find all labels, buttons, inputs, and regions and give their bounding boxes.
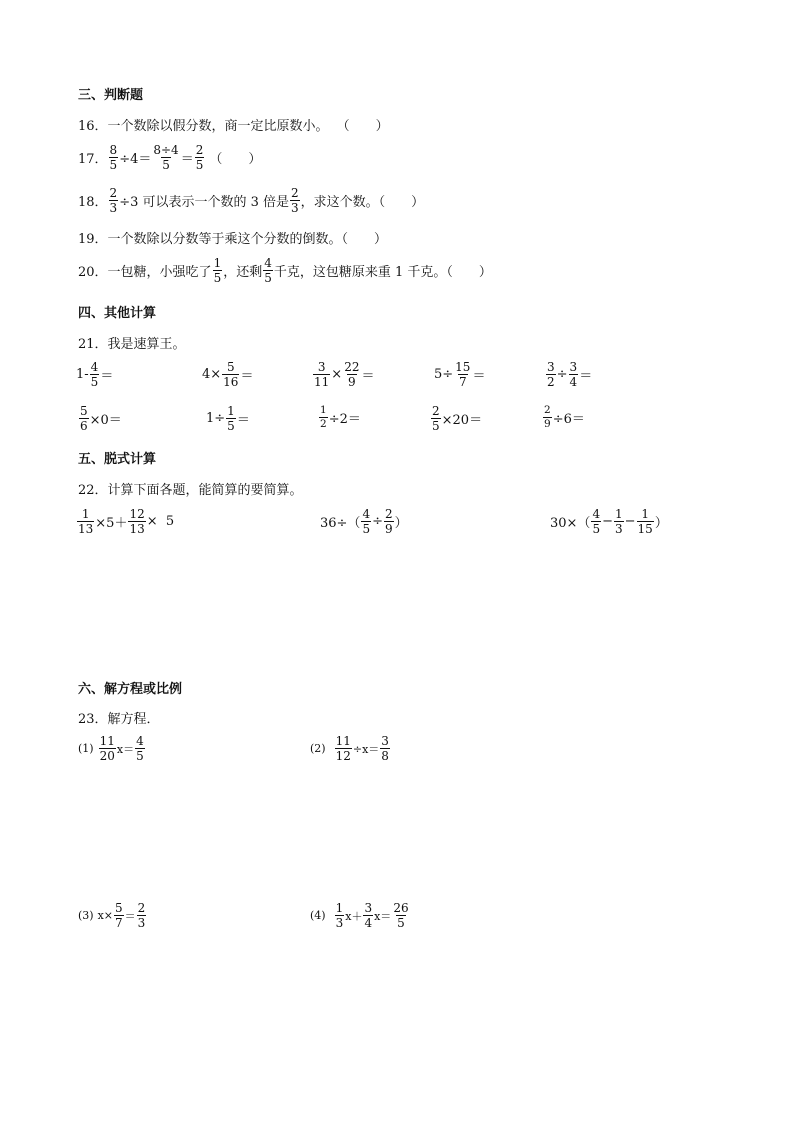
quick-calc-item [312,361,374,388]
question-text: ，还剩 [223,265,263,280]
fraction [226,405,236,432]
fraction-denominator: 3 [109,201,118,215]
fraction-numerator: 22 [344,360,360,374]
fraction-numerator: 4 [136,734,144,748]
fraction [114,902,124,929]
fraction-denominator: 9 [544,417,551,430]
fraction [384,508,394,535]
fraction [335,902,345,929]
question-text: 计算下面各题，能简算的要简算。 [107,483,303,498]
math-text: ＝ [236,413,250,428]
math-text: ＝ [100,369,114,384]
operator-text: ＝ [180,152,194,167]
section-heading-equations: 六、解方程或比例 [78,682,183,697]
fraction-denominator: 5 [592,522,601,536]
question-text: 我是速算王。 [107,337,186,352]
expression-1 [76,508,174,535]
fraction [290,187,300,214]
question-text: ，求这个数。（ ） [300,195,425,210]
question-text: 解方程． [107,712,160,727]
fraction-numerator: 1 [335,901,344,915]
fraction-denominator: 15 [637,522,653,536]
fraction-numerator: 5 [80,404,88,418]
fraction-numerator: 3 [381,734,389,748]
quick-calc-item [76,361,113,388]
expression-2 [320,508,408,535]
question-21 [78,333,186,352]
question-22 [78,479,303,498]
question-text: 一包糖，小强吃了 [107,265,212,280]
math-text: (2) [310,742,326,755]
fraction [152,144,179,171]
fraction [343,361,360,388]
equation-2 [310,735,391,762]
fraction [137,902,147,929]
answer-blank[interactable]: （ ） [209,152,262,167]
question-number: 16． [78,119,108,134]
math-text: (1) [78,742,94,755]
math-text: ） [654,516,668,531]
fraction-denominator: 5 [432,419,440,433]
math-text: x＝ [374,909,392,923]
fraction-denominator: 4 [364,916,373,930]
question-number: 23． [78,712,108,727]
fraction-denominator: 5 [90,375,99,389]
fraction-numerator: 4 [592,507,601,521]
math-text: 36÷（ [320,516,361,531]
question-text: 一个数除以假分数，商一定比原数小。 [107,119,329,134]
math-text: ÷x＝ [352,742,380,756]
fraction [99,735,116,762]
question-number: 22． [78,483,108,498]
math-text: (3) [78,909,94,922]
fraction [431,405,441,432]
math-text: × [331,367,343,382]
fraction [335,735,352,762]
equation-3 [78,902,147,929]
fraction-numerator: 3 [364,901,373,915]
math-text: ＝ [124,909,136,923]
fraction-numerator: 15 [455,360,471,374]
fraction-numerator: 2 [544,404,551,416]
fraction [569,361,579,388]
fraction [213,257,223,284]
quick-calc-item [434,361,485,388]
fraction [614,508,624,535]
math-text: ÷ [556,367,568,382]
math-text: 1÷ [206,411,226,426]
fraction [543,405,552,429]
math-text: 5÷ [434,367,454,382]
fraction-denominator: 9 [384,522,393,536]
math-text: (4) [310,909,326,922]
fraction-numerator: 1 [81,507,90,521]
fraction [195,144,205,171]
fraction-numerator: 5 [226,360,235,374]
fraction [591,508,601,535]
quick-calc-item [206,405,250,432]
fraction-denominator: 20 [99,749,115,763]
fraction-denominator: 5 [264,271,272,285]
quick-calc-item [202,361,253,388]
fraction [109,144,119,171]
question-number: 19． [78,232,108,247]
question-text: ÷3 可以表示一个数的 3 倍是 [119,195,290,210]
fraction-denominator: 5 [162,158,170,172]
math-text: ＝ [361,369,375,384]
fraction-denominator: 5 [213,271,222,285]
fraction-numerator: 8÷4 [153,143,179,157]
math-text: x× [97,909,114,922]
fraction-numerator: 2 [195,143,204,157]
fraction [546,361,556,388]
math-text: ） [394,516,408,531]
fraction [135,735,145,762]
fraction-denominator: 3 [614,522,623,536]
fraction-denominator: 2 [547,375,555,389]
math-text: × 5 [146,514,175,529]
fraction-denominator: 5 [195,158,204,172]
fraction-denominator: 6 [80,419,88,433]
fraction-denominator: 2 [320,417,327,430]
question-17 [78,144,261,171]
fraction-numerator: 12 [129,507,145,521]
fraction-numerator: 1 [213,256,222,270]
fraction-numerator: 1 [641,507,649,521]
fraction-numerator: 3 [317,360,326,374]
question-18 [78,187,424,214]
fraction-numerator: 4 [264,256,272,270]
math-text: ÷6＝ [552,411,585,427]
fraction [361,508,371,535]
fraction-numerator: 11 [99,734,115,748]
fraction [454,361,471,388]
fraction-denominator: 4 [569,375,578,389]
math-text: x＝ [116,742,135,756]
equation-1 [78,735,146,762]
section-heading-step-calc: 五、脱式计算 [78,452,157,467]
fraction-denominator: 8 [381,749,389,763]
math-text: ＝ [240,369,254,384]
equation-4 [310,902,411,929]
quick-calc-item [318,405,361,429]
fraction-numerator: 11 [335,734,351,748]
math-text: ÷2＝ [328,411,361,427]
fraction-denominator: 7 [115,916,123,930]
fraction-denominator: 5 [136,749,144,763]
math-text: ×5＋ [95,516,128,531]
fraction [363,902,373,929]
math-text: 1- [76,367,89,382]
math-text: − [624,514,636,529]
math-text: ＝ [579,369,593,384]
fraction-numerator: 4 [90,360,99,374]
fraction [637,508,654,535]
section-heading-other-calc: 四、其他计算 [78,306,157,321]
quick-calc-item [430,405,482,432]
fraction-numerator: 2 [384,507,393,521]
fraction-denominator: 3 [291,201,299,215]
fraction [319,405,328,429]
fraction-numerator: 1 [614,507,623,521]
fraction-denominator: 11 [314,375,330,389]
question-text: 一个数除以分数等于乘这个分数的倒数。（ ） [107,232,388,247]
fraction-numerator: 26 [393,901,409,915]
fraction-numerator: 5 [115,901,123,915]
fraction-denominator: 5 [109,158,118,172]
question-number: 20． [78,265,108,280]
fraction-denominator: 3 [335,916,344,930]
fraction-numerator: 2 [137,901,146,915]
fraction-denominator: 12 [335,749,351,763]
fraction-numerator: 3 [569,360,578,374]
math-text: ×0＝ [89,413,122,428]
fraction-denominator: 5 [362,522,371,536]
fraction [313,361,330,388]
fraction [263,257,273,284]
math-text: 4× [202,367,222,382]
quick-calc-item [78,405,122,432]
question-19 [78,228,387,247]
fraction-denominator: 9 [348,375,356,389]
math-text: 30×（ [550,516,591,531]
math-text: x＋ [345,909,363,923]
quick-calc-item [542,405,585,429]
fraction-numerator: 4 [362,507,371,521]
fraction-numerator: 1 [320,404,327,416]
fraction-denominator: 3 [137,916,146,930]
math-text: ÷ [372,514,383,529]
question-number: 17． [78,152,108,167]
math-text: ×20＝ [441,413,483,428]
fraction-numerator: 2 [432,404,440,418]
math-text: ＝ [472,369,486,384]
question-23 [78,708,160,727]
fraction [392,902,409,929]
fraction-denominator: 16 [223,375,239,389]
question-number: 18． [78,195,108,210]
question-number: 21． [78,337,108,352]
fraction [79,405,89,432]
fraction [222,361,239,388]
question-text: 千克，这包糖原来重 1 千克。（ ） [273,265,492,280]
fraction-denominator: 13 [78,522,94,536]
section-heading-judgement: 三、判断题 [78,88,144,103]
fraction-denominator: 5 [227,419,235,433]
fraction [77,508,94,535]
fraction [109,187,119,214]
fraction [380,735,390,762]
fraction [90,361,100,388]
fraction-denominator: 5 [397,916,405,930]
fraction-numerator: 1 [227,404,235,418]
fraction-numerator: 2 [109,186,118,200]
fraction-numerator: 8 [109,143,118,157]
fraction-numerator: 3 [547,360,555,374]
operator-text: ÷4＝ [119,152,152,167]
quick-calc-item [545,361,592,388]
answer-blank[interactable]: （ ） [336,119,389,134]
fraction-denominator: 13 [129,522,145,536]
question-16 [78,115,389,134]
fraction-numerator: 2 [291,186,299,200]
fraction [128,508,145,535]
fraction-denominator: 7 [458,375,467,389]
question-20 [78,257,492,284]
expression-3 [550,508,668,535]
math-text: − [602,514,613,529]
